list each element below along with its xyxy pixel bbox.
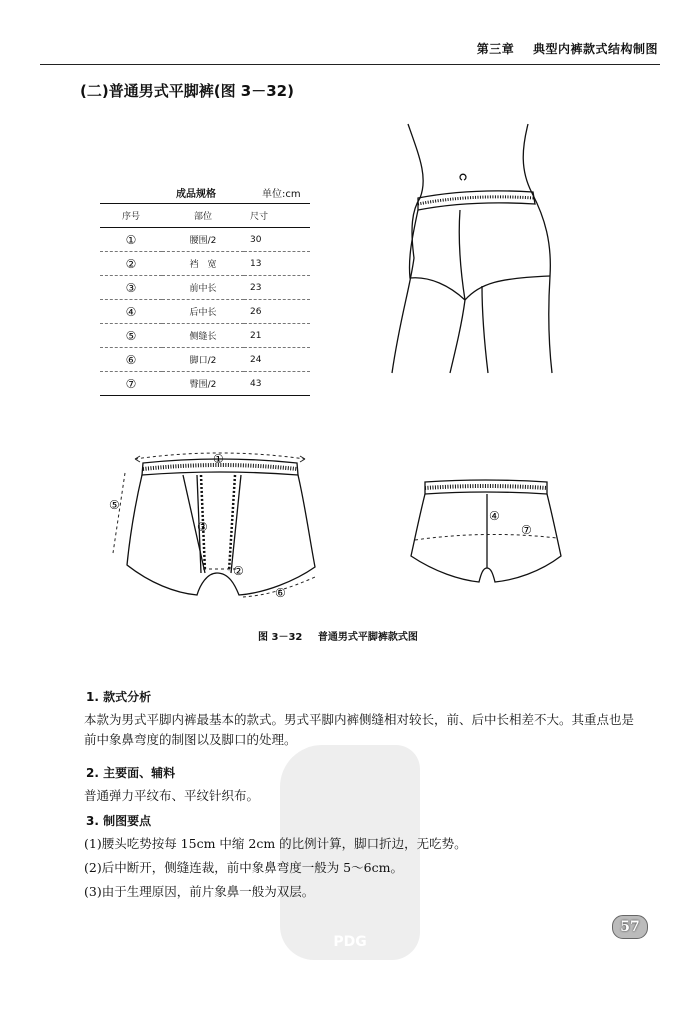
row-size: 30 — [244, 228, 310, 252]
spec-table — [100, 203, 310, 396]
page-number: 57 — [612, 915, 648, 939]
row-no: ⑤ — [100, 324, 162, 348]
row-size: 21 — [244, 324, 310, 348]
figure-title: 普通男式平脚裤款式图 — [317, 632, 418, 643]
row-size: 13 — [244, 252, 310, 276]
table-row — [100, 372, 310, 396]
section-paragraph: (2)后中断开，侧缝连裁，前中象鼻弯度一般为 5～6cm。 — [84, 860, 403, 875]
row-no: ⑦ — [100, 372, 162, 396]
col-header-no: 序号 — [100, 204, 162, 228]
col-header-part: 部位 — [162, 204, 244, 228]
back-marker-hip: ⑦ — [521, 523, 532, 537]
row-part: 臀围/2 — [162, 372, 244, 396]
section-title: (二)普通男式平脚裤(图 3－32) — [80, 82, 294, 100]
table-row — [100, 348, 310, 372]
row-no: ③ — [100, 276, 162, 300]
table-header-row — [100, 204, 310, 228]
row-part: 前中长 — [162, 276, 244, 300]
row-no: ① — [100, 228, 162, 252]
front-marker-crotch: ② — [233, 564, 244, 578]
back-view-sketch — [405, 468, 565, 593]
section-heading-style: 1. 款式分析 — [86, 690, 152, 704]
section-heading-drafting: 3. 制图要点 — [86, 814, 152, 828]
row-part: 脚口/2 — [162, 348, 244, 372]
front-view-sketch — [105, 445, 335, 615]
table-row — [100, 300, 310, 324]
chapter-label: 第三章 — [476, 42, 515, 56]
row-no: ④ — [100, 300, 162, 324]
section-paragraph: (1)腰头吃势按每 15cm 中缩 2cm 的比例计算，脚口折边，无吃势。 — [84, 836, 467, 851]
table-row — [100, 252, 310, 276]
table-row — [100, 228, 310, 252]
table-caption: 成品规格 — [176, 189, 216, 200]
table-unit: 单位:cm — [262, 189, 301, 200]
figure-number: 图 3－32 — [258, 632, 303, 643]
col-header-size: 尺寸 — [244, 204, 310, 228]
table-row — [100, 276, 310, 300]
front-marker-leg-opening: ⑥ — [275, 586, 286, 600]
section-paragraph: 普通弹力平纹布、平纹针织布。 — [84, 788, 260, 803]
section-heading-materials: 2. 主要面、辅料 — [86, 766, 176, 780]
row-part: 裆 宽 — [162, 252, 244, 276]
body-illustration — [370, 118, 570, 378]
running-header — [477, 40, 658, 57]
chapter-title: 典型内裤款式结构制图 — [532, 42, 658, 56]
section-paragraph: 本款为男式平脚内裤最基本的款式。男式平脚内裤侧缝相对较长，前、后中长相差不大。其重点也是前中象鼻弯度的制图以及脚口的处理。 — [84, 712, 635, 747]
row-part: 后中长 — [162, 300, 244, 324]
header-rule — [40, 64, 660, 65]
row-part: 侧缝长 — [162, 324, 244, 348]
row-size: 24 — [244, 348, 310, 372]
table-row — [100, 324, 310, 348]
row-part: 腰围/2 — [162, 228, 244, 252]
section-paragraph: (3)由于生理原因，前片象鼻一般为双层。 — [84, 884, 315, 899]
front-marker-front-length: ③ — [197, 520, 208, 534]
front-marker-waist: ① — [213, 452, 224, 466]
row-no: ⑥ — [100, 348, 162, 372]
figure-caption — [258, 628, 418, 643]
row-size: 43 — [244, 372, 310, 396]
row-size: 26 — [244, 300, 310, 324]
back-marker-back-length: ④ — [489, 509, 500, 523]
watermark-text: PDG — [333, 934, 367, 950]
row-size: 23 — [244, 276, 310, 300]
row-no: ② — [100, 252, 162, 276]
front-marker-side-seam: ⑤ — [109, 498, 120, 512]
